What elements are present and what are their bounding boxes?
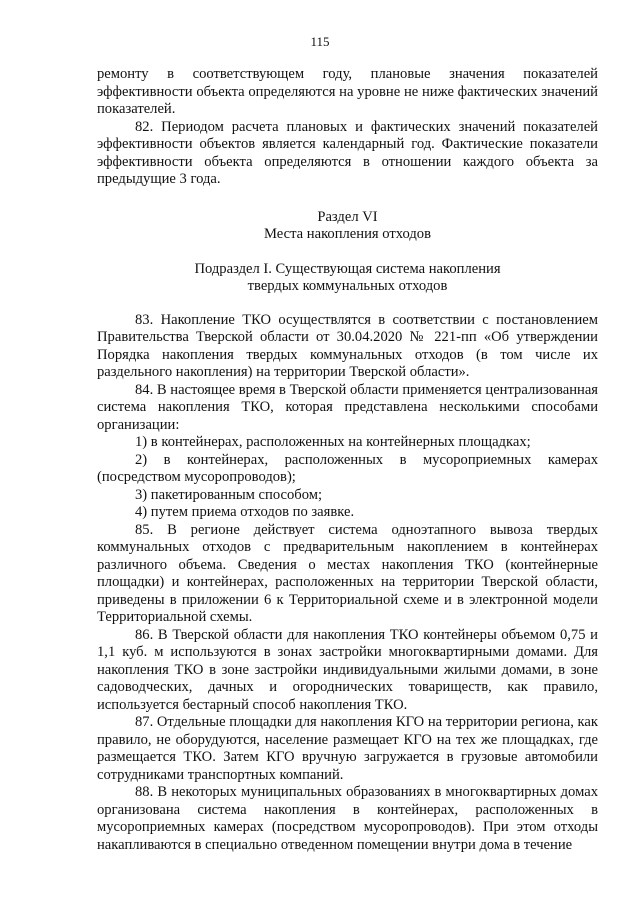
subsection-name: твердых коммунальных отходов — [247, 278, 448, 294]
paragraph-88: 88. В некоторых муниципальных образованиях в многоквартирных домах организована система накопления в контейнерах, расположенных в мусороприемных камерах (посредством мусоропроводов). При этом отходы накапливаются в специально отведенном помещении внутри дома в течение — [97, 784, 598, 853]
page-body — [97, 66, 598, 854]
section-title: Раздел VI — [317, 208, 378, 225]
list-item-3: 3) пакетированным способом; — [135, 486, 323, 503]
paragraph-continuation: ремонту в соответствующем году, плановые значения показателей эффективности объекта определяются на уровне не ниже фактических значений показателей. — [97, 66, 598, 117]
section-name: Места накопления отходов — [264, 226, 431, 242]
list-item-1: 1) в контейнерах, расположенных на контейнерных площадках; — [135, 434, 531, 450]
list-item-2: 2) в контейнерах, расположенных в мусороприемных камерах (посредством мусоропроводов); — [97, 451, 598, 485]
subsection-title: Подраздел I. Существующая система накопления — [194, 260, 501, 277]
paragraph-84: 84. В настоящее время в Тверской области применяется централизованная система накопления ТКО, которая представлена несколькими способами организации: — [97, 381, 599, 433]
paragraph-82: 82. Периодом расчета плановых и фактических значений показателей эффективности объектов является календарный год. Фактические показатели эффективности объекта определяются в отношении каждого объекта за предыдущие 3 года. — [97, 118, 598, 187]
list-item-4: 4) путем приема отходов по заявке. — [135, 504, 355, 520]
page-number: 115 — [310, 34, 330, 49]
paragraph-87: 87. Отдельные площадки для накопления КГО на территории региона, как правило, не оборудуются, население размещает КГО на тех же площадках, где размещается ТКО. Затем КГО вручную загружается в грузовые автомобили сотрудниками транспортных компаний. — [97, 714, 598, 783]
paragraph-86: 86. В Тверской области для накопления ТКО контейнеры объемом 0,75 и 1,1 куб. м используются в зонах застройки многоквартирными домами. Для накопления ТКО в зоне застройки индивидуальными жилыми домами, в зоне садоводческих, дачных и огороднических товариществ, как правило, используется бестарный способ накопления ТКО. — [97, 626, 598, 713]
paragraph-85: 85. В регионе действует система одноэтапного вывоза твердых коммунальных отходов с предварительным накоплением в контейнерах различного объема. Сведения о местах накопления ТКО (контейнерные площадки) и контейнерах, расположенных на территории Тверской области, приведены в приложении 6 к Территориальной схеме и в электронной модели Территориальной схемы. — [97, 521, 598, 625]
paragraph-83: 83. Накопление ТКО осуществлятся в соответствии с постановлением Правительства Тверской области от 30.04.2020 № 221-пп «Об утверждении Порядка накопления твердых коммунальных отходов (в том числе их раздельного накопления) на территории Тверской области». — [97, 311, 598, 380]
